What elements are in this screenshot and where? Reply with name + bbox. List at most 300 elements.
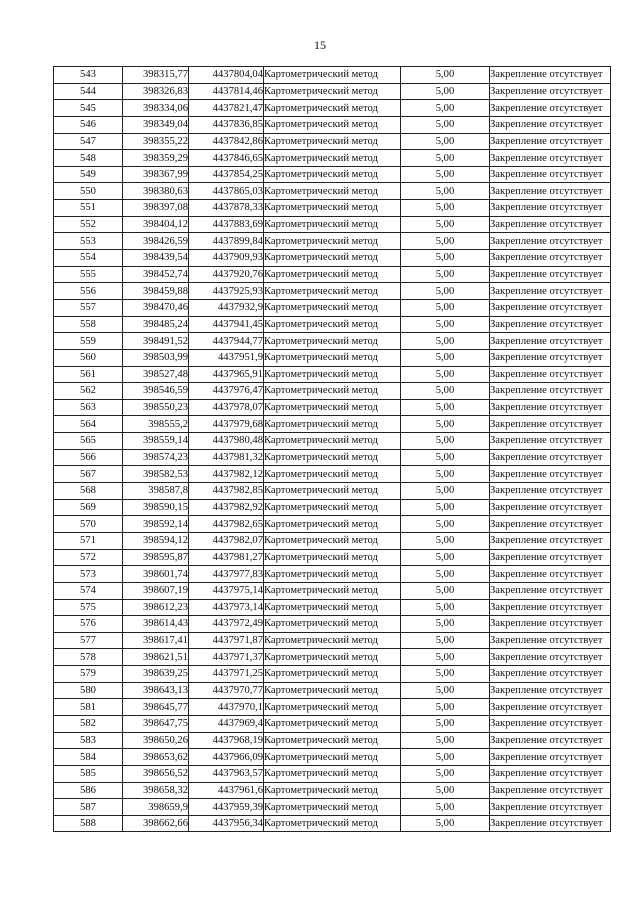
method-cell: Картометрический метод — [264, 682, 401, 699]
coord-x-cell: 398582,53 — [123, 466, 189, 483]
fixation-cell: Закрепление отсутствует — [490, 316, 611, 333]
accuracy-cell: 5,00 — [401, 516, 490, 533]
point-number-cell: 545 — [54, 100, 123, 117]
method-cell: Картометрический метод — [264, 183, 401, 200]
coord-y-cell: 4437961,6 — [189, 782, 264, 799]
coord-x-cell: 398380,63 — [123, 183, 189, 200]
table-row — [54, 250, 611, 267]
method-cell: Картометрический метод — [264, 366, 401, 383]
accuracy-cell: 5,00 — [401, 83, 490, 100]
accuracy-cell: 5,00 — [401, 782, 490, 799]
fixation-cell: Закрепление отсутствует — [490, 682, 611, 699]
point-number-cell: 546 — [54, 116, 123, 133]
accuracy-cell: 5,00 — [401, 383, 490, 400]
point-number-cell: 578 — [54, 649, 123, 666]
table-row — [54, 516, 611, 533]
point-number-cell: 553 — [54, 233, 123, 250]
method-cell: Картометрический метод — [264, 166, 401, 183]
point-number-cell: 584 — [54, 749, 123, 766]
accuracy-cell: 5,00 — [401, 566, 490, 583]
table-row — [54, 799, 611, 816]
accuracy-cell: 5,00 — [401, 616, 490, 633]
fixation-cell: Закрепление отсутствует — [490, 466, 611, 483]
table-row — [54, 599, 611, 616]
coord-x-cell: 398359,29 — [123, 150, 189, 167]
table-row — [54, 782, 611, 799]
table-row — [54, 299, 611, 316]
coord-y-cell: 4437971,87 — [189, 632, 264, 649]
coord-y-cell: 4437982,85 — [189, 483, 264, 500]
accuracy-cell: 5,00 — [401, 183, 490, 200]
coord-x-cell: 398527,48 — [123, 366, 189, 383]
method-cell: Картометрический метод — [264, 399, 401, 416]
point-number-cell: 560 — [54, 349, 123, 366]
fixation-cell: Закрепление отсутствует — [490, 166, 611, 183]
method-cell: Картометрический метод — [264, 349, 401, 366]
method-cell: Картометрический метод — [264, 815, 401, 832]
accuracy-cell: 5,00 — [401, 599, 490, 616]
table-row — [54, 483, 611, 500]
coord-y-cell: 4437821,47 — [189, 100, 264, 117]
point-number-cell: 566 — [54, 449, 123, 466]
accuracy-cell: 5,00 — [401, 532, 490, 549]
coordinates-table-body — [54, 67, 611, 832]
point-number-cell: 585 — [54, 765, 123, 782]
method-cell: Картометрический метод — [264, 100, 401, 117]
fixation-cell: Закрепление отсутствует — [490, 499, 611, 516]
coord-x-cell: 398617,41 — [123, 632, 189, 649]
fixation-cell: Закрепление отсутствует — [490, 799, 611, 816]
coord-y-cell: 4437968,19 — [189, 732, 264, 749]
table-row — [54, 383, 611, 400]
point-number-cell: 569 — [54, 499, 123, 516]
coord-y-cell: 4437909,93 — [189, 250, 264, 267]
point-number-cell: 558 — [54, 316, 123, 333]
coord-y-cell: 4437982,12 — [189, 466, 264, 483]
accuracy-cell: 5,00 — [401, 316, 490, 333]
fixation-cell: Закрепление отсутствует — [490, 399, 611, 416]
coord-x-cell: 398485,24 — [123, 316, 189, 333]
coord-x-cell: 398601,74 — [123, 566, 189, 583]
coord-x-cell: 398614,43 — [123, 616, 189, 633]
table-row — [54, 616, 611, 633]
method-cell: Картометрический метод — [264, 483, 401, 500]
table-row — [54, 433, 611, 450]
fixation-cell: Закрепление отсутствует — [490, 250, 611, 267]
accuracy-cell: 5,00 — [401, 399, 490, 416]
table-row — [54, 499, 611, 516]
coord-x-cell: 398656,52 — [123, 765, 189, 782]
point-number-cell: 579 — [54, 666, 123, 683]
accuracy-cell: 5,00 — [401, 715, 490, 732]
table-row — [54, 366, 611, 383]
method-cell: Картометрический метод — [264, 233, 401, 250]
fixation-cell: Закрепление отсутствует — [490, 349, 611, 366]
fixation-cell: Закрепление отсутствует — [490, 782, 611, 799]
coord-y-cell: 4437920,76 — [189, 266, 264, 283]
table-row — [54, 815, 611, 832]
accuracy-cell: 5,00 — [401, 499, 490, 516]
fixation-cell: Закрепление отсутствует — [490, 233, 611, 250]
accuracy-cell: 5,00 — [401, 433, 490, 450]
method-cell: Картометрический метод — [264, 133, 401, 150]
table-row — [54, 233, 611, 250]
fixation-cell: Закрепление отсутствует — [490, 449, 611, 466]
fixation-cell: Закрепление отсутствует — [490, 150, 611, 167]
accuracy-cell: 5,00 — [401, 649, 490, 666]
coord-x-cell: 398439,54 — [123, 250, 189, 267]
table-row — [54, 216, 611, 233]
coord-x-cell: 398546,59 — [123, 383, 189, 400]
coord-y-cell: 4437981,27 — [189, 549, 264, 566]
coord-y-cell: 4437980,48 — [189, 433, 264, 450]
method-cell: Картометрический метод — [264, 532, 401, 549]
method-cell: Картометрический метод — [264, 799, 401, 816]
point-number-cell: 565 — [54, 433, 123, 450]
coord-x-cell: 398574,23 — [123, 449, 189, 466]
fixation-cell: Закрепление отсутствует — [490, 516, 611, 533]
coord-y-cell: 4437970,77 — [189, 682, 264, 699]
coord-y-cell: 4437951,9 — [189, 349, 264, 366]
coord-x-cell: 398315,77 — [123, 67, 189, 84]
fixation-cell: Закрепление отсутствует — [490, 732, 611, 749]
method-cell: Картометрический метод — [264, 67, 401, 84]
table-row — [54, 749, 611, 766]
coord-x-cell: 398555,2 — [123, 416, 189, 433]
accuracy-cell: 5,00 — [401, 732, 490, 749]
point-number-cell: 563 — [54, 399, 123, 416]
fixation-cell: Закрепление отсутствует — [490, 616, 611, 633]
accuracy-cell: 5,00 — [401, 632, 490, 649]
coord-x-cell: 398491,52 — [123, 333, 189, 350]
table-row — [54, 566, 611, 583]
coord-y-cell: 4437854,25 — [189, 166, 264, 183]
point-number-cell: 554 — [54, 250, 123, 267]
point-number-cell: 581 — [54, 699, 123, 716]
method-cell: Картометрический метод — [264, 266, 401, 283]
point-number-cell: 588 — [54, 815, 123, 832]
coord-y-cell: 4437969,4 — [189, 715, 264, 732]
fixation-cell: Закрепление отсутствует — [490, 116, 611, 133]
coord-y-cell: 4437963,57 — [189, 765, 264, 782]
method-cell: Картометрический метод — [264, 749, 401, 766]
fixation-cell: Закрепление отсутствует — [490, 483, 611, 500]
point-number-cell: 544 — [54, 83, 123, 100]
coordinates-table — [53, 66, 611, 832]
method-cell: Картометрический метод — [264, 150, 401, 167]
coord-y-cell: 4437978,07 — [189, 399, 264, 416]
table-row — [54, 316, 611, 333]
accuracy-cell: 5,00 — [401, 799, 490, 816]
method-cell: Картометрический метод — [264, 782, 401, 799]
coord-x-cell: 398503,99 — [123, 349, 189, 366]
page-number: 15 — [314, 38, 326, 52]
table-row — [54, 83, 611, 100]
method-cell: Картометрический метод — [264, 449, 401, 466]
point-number-cell: 577 — [54, 632, 123, 649]
coord-y-cell: 4437899,84 — [189, 233, 264, 250]
table-row — [54, 133, 611, 150]
method-cell: Картометрический метод — [264, 466, 401, 483]
table-row — [54, 699, 611, 716]
coord-y-cell: 4437965,91 — [189, 366, 264, 383]
fixation-cell: Закрепление отсутствует — [490, 765, 611, 782]
coord-y-cell: 4437973,14 — [189, 599, 264, 616]
method-cell: Картометрический метод — [264, 433, 401, 450]
fixation-cell: Закрепление отсутствует — [490, 299, 611, 316]
point-number-cell: 570 — [54, 516, 123, 533]
table-row — [54, 732, 611, 749]
coord-y-cell: 4437982,92 — [189, 499, 264, 516]
method-cell: Картометрический метод — [264, 549, 401, 566]
table-row — [54, 100, 611, 117]
accuracy-cell: 5,00 — [401, 449, 490, 466]
method-cell: Картометрический метод — [264, 383, 401, 400]
table-row — [54, 649, 611, 666]
point-number-cell: 551 — [54, 200, 123, 217]
coord-x-cell: 398459,88 — [123, 283, 189, 300]
coord-x-cell: 398470,46 — [123, 299, 189, 316]
accuracy-cell: 5,00 — [401, 416, 490, 433]
point-number-cell: 555 — [54, 266, 123, 283]
fixation-cell: Закрепление отсутствует — [490, 383, 611, 400]
table-row — [54, 166, 611, 183]
fixation-cell: Закрепление отсутствует — [490, 666, 611, 683]
point-number-cell: 587 — [54, 799, 123, 816]
method-cell: Картометрический метод — [264, 200, 401, 217]
accuracy-cell: 5,00 — [401, 699, 490, 716]
table-row — [54, 266, 611, 283]
coord-x-cell: 398334,06 — [123, 100, 189, 117]
method-cell: Картометрический метод — [264, 616, 401, 633]
method-cell: Картометрический метод — [264, 732, 401, 749]
point-number-cell: 573 — [54, 566, 123, 583]
fixation-cell: Закрепление отсутствует — [490, 433, 611, 450]
fixation-cell: Закрепление отсутствует — [490, 83, 611, 100]
accuracy-cell: 5,00 — [401, 299, 490, 316]
coord-x-cell: 398612,23 — [123, 599, 189, 616]
fixation-cell: Закрепление отсутствует — [490, 649, 611, 666]
fixation-cell: Закрепление отсутствует — [490, 632, 611, 649]
coord-x-cell: 398404,12 — [123, 216, 189, 233]
fixation-cell: Закрепление отсутствует — [490, 416, 611, 433]
table-row — [54, 582, 611, 599]
coord-y-cell: 4437981,32 — [189, 449, 264, 466]
point-number-cell: 548 — [54, 150, 123, 167]
accuracy-cell: 5,00 — [401, 333, 490, 350]
coord-y-cell: 4437971,25 — [189, 666, 264, 683]
table-row — [54, 549, 611, 566]
coord-x-cell: 398550,23 — [123, 399, 189, 416]
accuracy-cell: 5,00 — [401, 366, 490, 383]
table-row — [54, 150, 611, 167]
point-number-cell: 564 — [54, 416, 123, 433]
table-row — [54, 349, 611, 366]
point-number-cell: 576 — [54, 616, 123, 633]
point-number-cell: 575 — [54, 599, 123, 616]
coord-y-cell: 4437982,07 — [189, 532, 264, 549]
method-cell: Картометрический метод — [264, 649, 401, 666]
method-cell: Картометрический метод — [264, 566, 401, 583]
coord-x-cell: 398590,15 — [123, 499, 189, 516]
accuracy-cell: 5,00 — [401, 466, 490, 483]
coord-y-cell: 4437932,9 — [189, 299, 264, 316]
accuracy-cell: 5,00 — [401, 582, 490, 599]
table-row — [54, 283, 611, 300]
coord-y-cell: 4437956,34 — [189, 815, 264, 832]
point-number-cell: 543 — [54, 67, 123, 84]
coord-y-cell: 4437959,39 — [189, 799, 264, 816]
coord-x-cell: 398639,25 — [123, 666, 189, 683]
coord-x-cell: 398653,62 — [123, 749, 189, 766]
method-cell: Картометрический метод — [264, 316, 401, 333]
point-number-cell: 549 — [54, 166, 123, 183]
point-number-cell: 583 — [54, 732, 123, 749]
table-row — [54, 632, 611, 649]
table-row — [54, 416, 611, 433]
coord-y-cell: 4437977,83 — [189, 566, 264, 583]
accuracy-cell: 5,00 — [401, 815, 490, 832]
method-cell: Картометрический метод — [264, 715, 401, 732]
method-cell: Картометрический метод — [264, 499, 401, 516]
coord-y-cell: 4437982,65 — [189, 516, 264, 533]
accuracy-cell: 5,00 — [401, 250, 490, 267]
accuracy-cell: 5,00 — [401, 549, 490, 566]
coord-x-cell: 398662,66 — [123, 815, 189, 832]
fixation-cell: Закрепление отсутствует — [490, 333, 611, 350]
point-number-cell: 552 — [54, 216, 123, 233]
accuracy-cell: 5,00 — [401, 749, 490, 766]
table-row — [54, 666, 611, 683]
accuracy-cell: 5,00 — [401, 666, 490, 683]
coord-y-cell: 4437971,37 — [189, 649, 264, 666]
fixation-cell: Закрепление отсутствует — [490, 532, 611, 549]
coord-x-cell: 398647,75 — [123, 715, 189, 732]
method-cell: Картометрический метод — [264, 250, 401, 267]
fixation-cell: Закрепление отсутствует — [490, 549, 611, 566]
accuracy-cell: 5,00 — [401, 166, 490, 183]
fixation-cell: Закрепление отсутствует — [490, 183, 611, 200]
method-cell: Картометрический метод — [264, 599, 401, 616]
table-row — [54, 200, 611, 217]
fixation-cell: Закрепление отсутствует — [490, 366, 611, 383]
coord-x-cell: 398367,99 — [123, 166, 189, 183]
table-row — [54, 449, 611, 466]
fixation-cell: Закрепление отсутствует — [490, 715, 611, 732]
coord-y-cell: 4437814,46 — [189, 83, 264, 100]
table-row — [54, 67, 611, 84]
point-number-cell: 561 — [54, 366, 123, 383]
table-row — [54, 399, 611, 416]
method-cell: Картометрический метод — [264, 582, 401, 599]
table-row — [54, 116, 611, 133]
fixation-cell: Закрепление отсутствует — [490, 200, 611, 217]
table-row — [54, 466, 611, 483]
point-number-cell: 571 — [54, 532, 123, 549]
coord-y-cell: 4437966,09 — [189, 749, 264, 766]
point-number-cell: 550 — [54, 183, 123, 200]
fixation-cell: Закрепление отсутствует — [490, 815, 611, 832]
point-number-cell: 580 — [54, 682, 123, 699]
coord-y-cell: 4437979,68 — [189, 416, 264, 433]
point-number-cell: 562 — [54, 383, 123, 400]
point-number-cell: 582 — [54, 715, 123, 732]
table-row — [54, 682, 611, 699]
coord-x-cell: 398595,87 — [123, 549, 189, 566]
accuracy-cell: 5,00 — [401, 233, 490, 250]
method-cell: Картометрический метод — [264, 333, 401, 350]
accuracy-cell: 5,00 — [401, 283, 490, 300]
accuracy-cell: 5,00 — [401, 116, 490, 133]
accuracy-cell: 5,00 — [401, 133, 490, 150]
coord-y-cell: 4437842,86 — [189, 133, 264, 150]
method-cell: Картометрический метод — [264, 216, 401, 233]
point-number-cell: 574 — [54, 582, 123, 599]
accuracy-cell: 5,00 — [401, 349, 490, 366]
accuracy-cell: 5,00 — [401, 100, 490, 117]
table-row — [54, 333, 611, 350]
coord-x-cell: 398587,8 — [123, 483, 189, 500]
point-number-cell: 586 — [54, 782, 123, 799]
coord-x-cell: 398397,08 — [123, 200, 189, 217]
fixation-cell: Закрепление отсутствует — [490, 100, 611, 117]
method-cell: Картометрический метод — [264, 699, 401, 716]
method-cell: Картометрический метод — [264, 283, 401, 300]
coord-y-cell: 4437878,33 — [189, 200, 264, 217]
fixation-cell: Закрепление отсутствует — [490, 67, 611, 84]
coord-y-cell: 4437944,77 — [189, 333, 264, 350]
coord-x-cell: 398426,59 — [123, 233, 189, 250]
coord-y-cell: 4437941,45 — [189, 316, 264, 333]
coord-y-cell: 4437925,93 — [189, 283, 264, 300]
accuracy-cell: 5,00 — [401, 67, 490, 84]
accuracy-cell: 5,00 — [401, 216, 490, 233]
point-number-cell: 557 — [54, 299, 123, 316]
coord-y-cell: 4437804,04 — [189, 67, 264, 84]
coord-y-cell: 4437836,85 — [189, 116, 264, 133]
coord-x-cell: 398607,19 — [123, 582, 189, 599]
table-row — [54, 765, 611, 782]
method-cell: Картометрический метод — [264, 83, 401, 100]
table-row — [54, 183, 611, 200]
coord-x-cell: 398650,26 — [123, 732, 189, 749]
coord-y-cell: 4437972,49 — [189, 616, 264, 633]
coord-y-cell: 4437975,14 — [189, 582, 264, 599]
accuracy-cell: 5,00 — [401, 682, 490, 699]
coord-x-cell: 398621,51 — [123, 649, 189, 666]
fixation-cell: Закрепление отсутствует — [490, 599, 611, 616]
point-number-cell: 559 — [54, 333, 123, 350]
accuracy-cell: 5,00 — [401, 266, 490, 283]
point-number-cell: 568 — [54, 483, 123, 500]
coord-y-cell: 4437846,65 — [189, 150, 264, 167]
coord-x-cell: 398592,14 — [123, 516, 189, 533]
method-cell: Картометрический метод — [264, 299, 401, 316]
coord-x-cell: 398643,13 — [123, 682, 189, 699]
coord-y-cell: 4437883,69 — [189, 216, 264, 233]
fixation-cell: Закрепление отсутствует — [490, 283, 611, 300]
coord-x-cell: 398659,9 — [123, 799, 189, 816]
coord-x-cell: 398658,32 — [123, 782, 189, 799]
fixation-cell: Закрепление отсутствует — [490, 266, 611, 283]
fixation-cell: Закрепление отсутствует — [490, 566, 611, 583]
fixation-cell: Закрепление отсутствует — [490, 582, 611, 599]
fixation-cell: Закрепление отсутствует — [490, 133, 611, 150]
coord-x-cell: 398559,14 — [123, 433, 189, 450]
fixation-cell: Закрепление отсутствует — [490, 699, 611, 716]
point-number-cell: 556 — [54, 283, 123, 300]
coord-y-cell: 4437970,1 — [189, 699, 264, 716]
